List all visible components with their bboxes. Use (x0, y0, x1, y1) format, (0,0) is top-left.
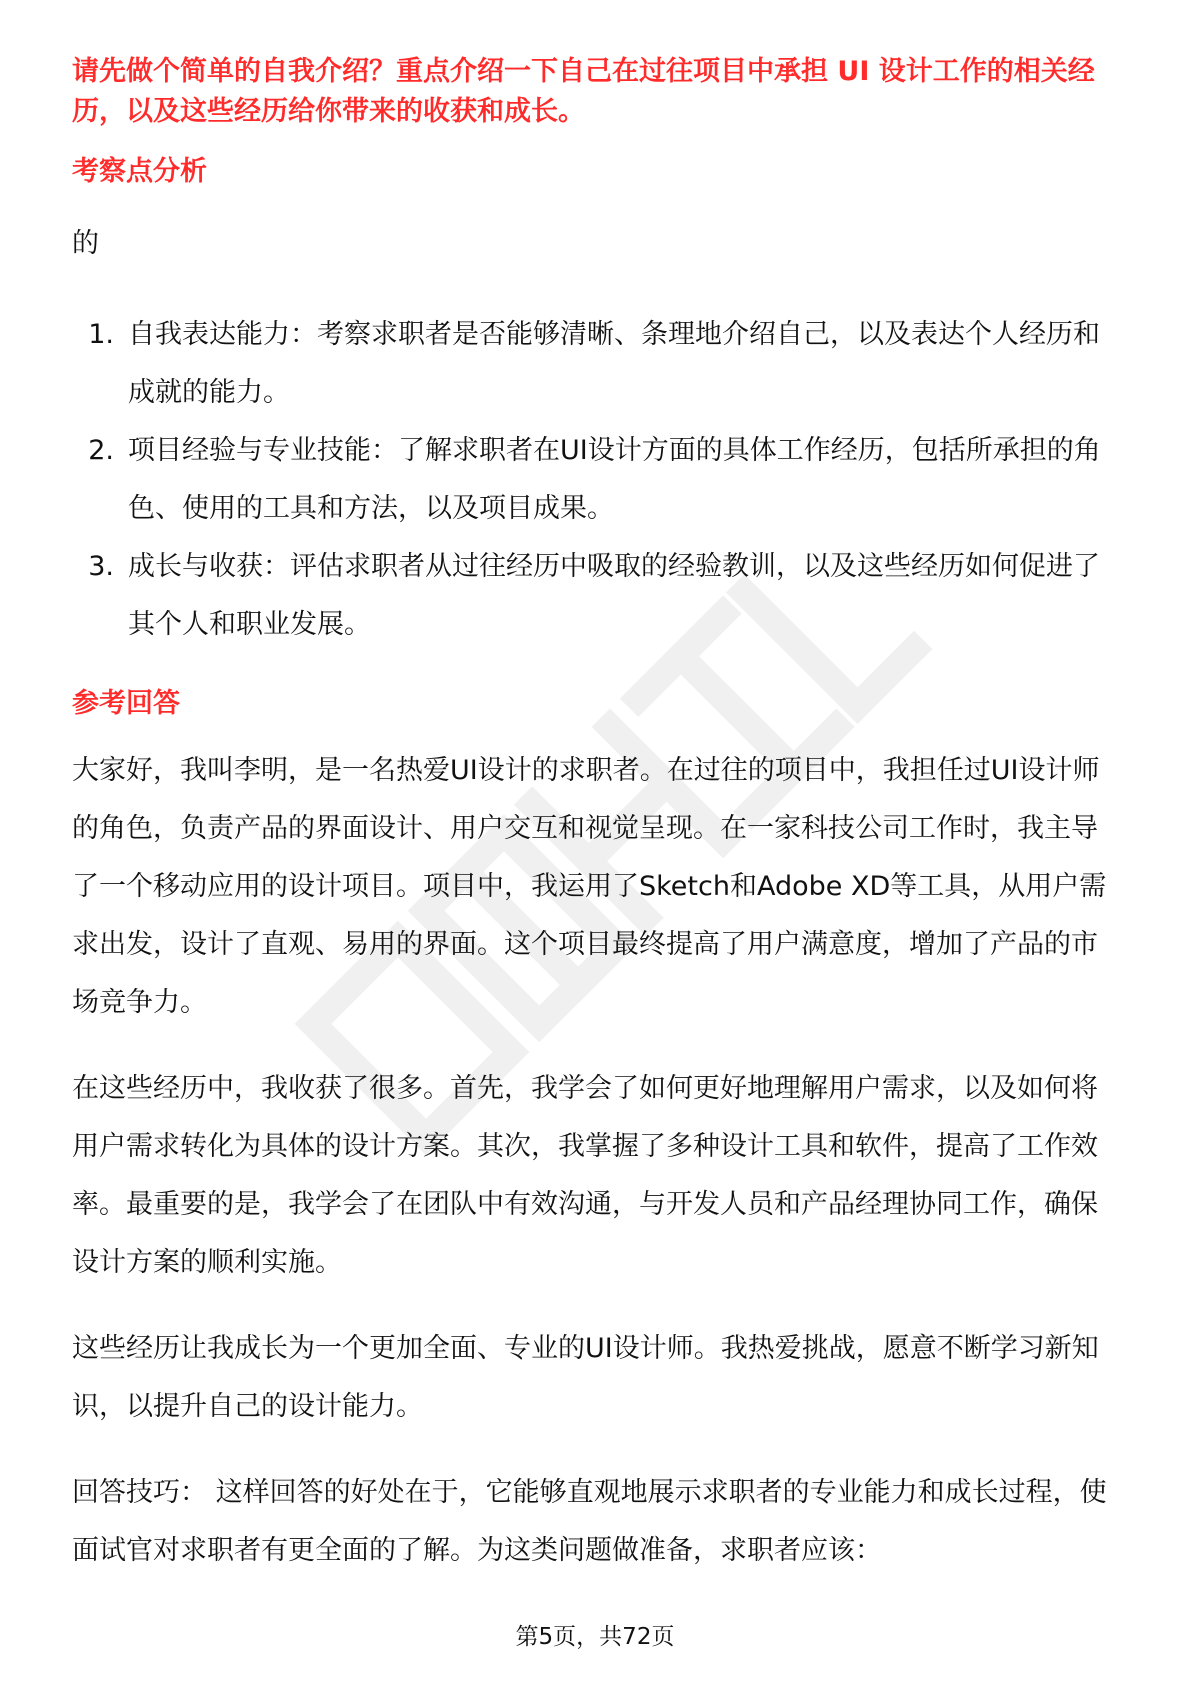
list-item-number: 3. (88, 551, 114, 582)
document-page (72, 52, 1122, 1580)
question-title: 请先做个简单的自我介绍？重点介绍一下自己在过往项目中承担 UI 设计工作的相关经历，以及这些经历给你带来的收获和成长。 (72, 56, 1095, 127)
list-item-number: 2. (88, 435, 114, 466)
page-number-footer: 第5页，共72页 (515, 1624, 675, 1650)
list-item (72, 422, 1122, 538)
list-item-text: 项目经验与专业技能：了解求职者在UI设计方面的具体工作经历，包括所承担的角色、使用的工具和方法，以及项目成果。 (128, 435, 1101, 524)
answer-tips-paragraph: 回答技巧： 这样回答的好处在于，它能够直观地展示求职者的专业能力和成长过程，使面试官对求职者有更全面的了解。为这类问题做准备，求职者应该： (72, 1477, 1107, 1566)
list-item (72, 306, 1122, 422)
answer-heading: 参考回答 (72, 688, 180, 719)
analysis-heading: 考察点分析 (72, 156, 207, 187)
analysis-points-list (72, 306, 1122, 654)
answer-paragraph: 在这些经历中，我收获了很多。首先，我学会了如何更好地理解用户需求，以及如何将用户需求转化为具体的设计方案。其次，我掌握了多种设计工具和软件，提高了工作效率。最重要的是，我学会了在团队中有效沟通，与开发人员和产品经理协同工作，确保设计方案的顺利实施。 (72, 1073, 1098, 1278)
list-item-number: 1. (88, 319, 114, 350)
analysis-intro: 的 (72, 228, 99, 259)
answer-paragraph: 大家好，我叫李明，是一名热爱UI设计的求职者。在过往的项目中，我担任过UI设计师的角色，负责产品的界面设计、用户交互和视觉呈现。在一家科技公司工作时，我主导了一个移动应用的设计项目。项目中，我运用了Sketch和Adobe XD等工具，从用户需求出发，设计了直观、易用的界面。这个项目最终提高了用户满意度，增加了产品的市场竞争力。 (72, 755, 1107, 1018)
list-item-text: 成长与收获：评估求职者从过往经历中吸取的经验教训，以及这些经历如何促进了其个人和职业发展。 (128, 551, 1100, 640)
list-item-text: 自我表达能力：考察求职者是否能够清晰、条理地介绍自己，以及表达个人经历和成就的能力。 (128, 319, 1100, 408)
list-item (72, 538, 1122, 654)
answer-paragraph: 这些经历让我成长为一个更加全面、专业的UI设计师。我热爱挑战，愿意不断学习新知识，以提升自己的设计能力。 (72, 1333, 1099, 1422)
